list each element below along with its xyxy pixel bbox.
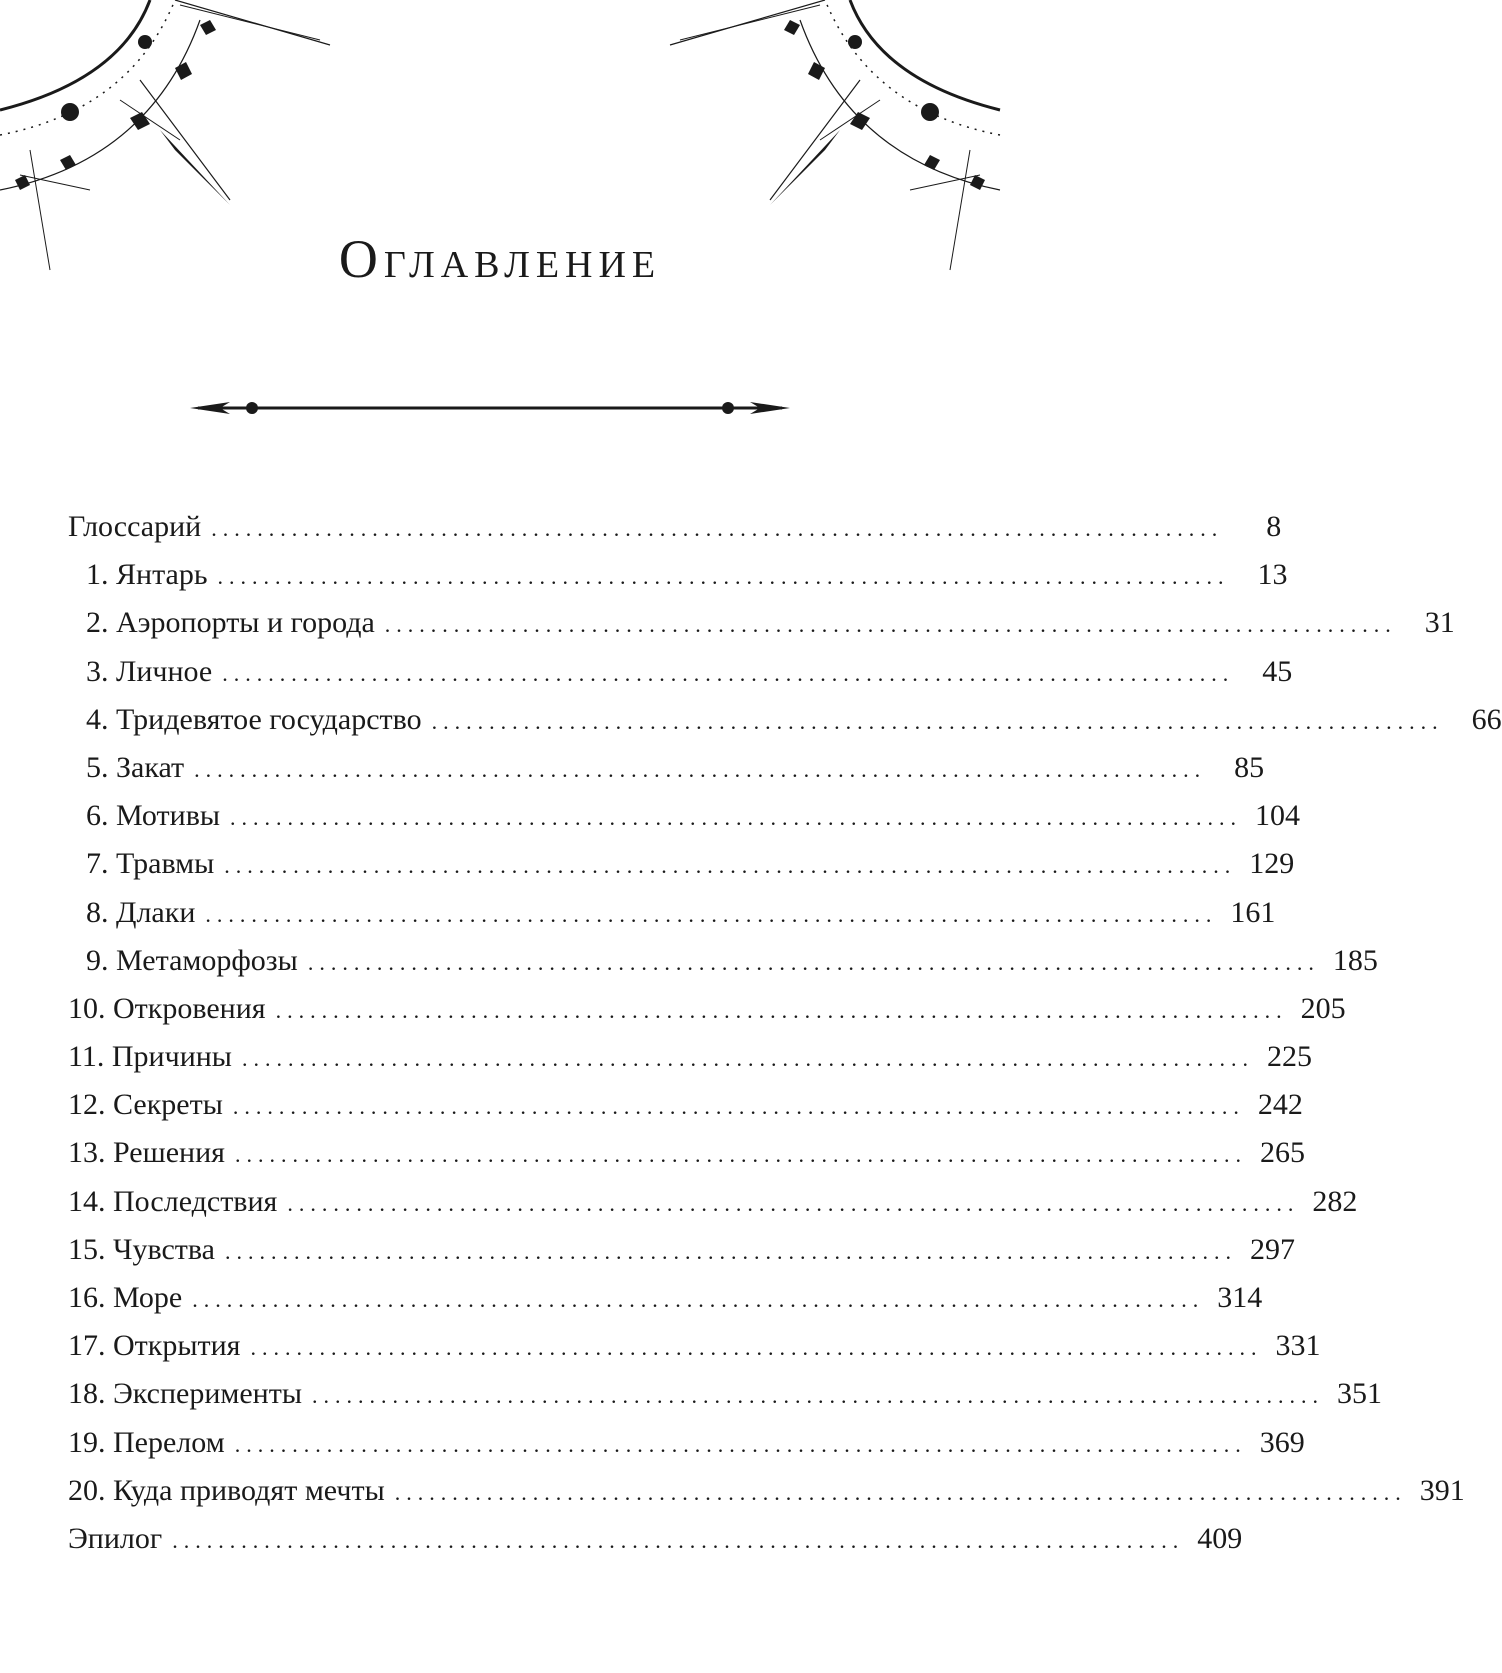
toc-page-number: 185: [1332, 943, 1378, 977]
toc-page-number: 409: [1197, 1521, 1243, 1555]
page-title: Оглавление: [338, 229, 662, 289]
toc-page-number: 85: [1234, 750, 1265, 784]
leader-dots: ........................................................................................: [217, 564, 1230, 590]
table-of-contents: [68, 503, 1502, 1563]
leader-dots: ........................................................................................: [287, 1190, 1300, 1216]
leader-dots: ........................................................................................: [234, 1142, 1247, 1168]
leader-dots: ........................................................................................: [312, 1383, 1324, 1409]
toc-page-number: 314: [1217, 1281, 1263, 1314]
leader-dots: ........................................................................................: [307, 949, 1320, 975]
toc-page-number: 369: [1259, 1425, 1305, 1459]
leader-dots: ........................................................................................: [192, 1287, 1205, 1312]
toc-entry[interactable]: [68, 503, 1282, 551]
toc-entry[interactable]: [68, 985, 1346, 1033]
toc-entry[interactable]: [68, 1081, 1303, 1129]
toc-entry[interactable]: [68, 599, 1455, 647]
leader-dots: ........................................................................................: [205, 901, 1218, 927]
toc-page-number: 66: [1471, 702, 1502, 736]
toc-label: 1. Янтарь: [86, 558, 208, 592]
toc-page-number: 351: [1337, 1377, 1382, 1411]
toc-label: 18. Эксперименты: [68, 1377, 302, 1411]
toc-entry[interactable]: [68, 1370, 1382, 1418]
toc-page-number: 391: [1419, 1473, 1465, 1507]
toc-label: 9. Метаморфозы: [86, 943, 298, 977]
leader-dots: ........................................................................................: [224, 853, 1237, 879]
toc-entry[interactable]: [68, 1226, 1295, 1274]
leader-dots: ........................................................................................: [384, 612, 1397, 638]
toc-page-number: 31: [1424, 606, 1455, 640]
toc-page-number: 8: [1266, 510, 1282, 543]
toc-label: 16. Море: [68, 1281, 183, 1314]
leader-dots: ........................................................................................: [234, 1431, 1247, 1457]
toc-label: 2. Аэропорты и города: [86, 606, 375, 640]
leader-dots: ........................................................................................: [394, 1479, 1407, 1505]
toc-page-number: 161: [1230, 895, 1276, 929]
toc-label: 14. Последствия: [68, 1184, 278, 1218]
arrow-divider-icon: [190, 396, 790, 420]
leader-dots: ........................................................................................: [431, 708, 1444, 734]
toc-entry[interactable]: [68, 840, 1295, 888]
toc-entry[interactable]: [68, 1322, 1321, 1370]
toc-entry[interactable]: [68, 696, 1502, 744]
toc-label: 10. Откровения: [68, 991, 266, 1025]
leader-dots: ........................................................................................: [232, 1094, 1245, 1120]
leader-dots: ........................................................................................: [230, 805, 1243, 831]
toc-page-number: 13: [1257, 558, 1288, 592]
toc-label: Глоссарий: [68, 510, 202, 543]
toc-entry[interactable]: [68, 1274, 1263, 1322]
toc-label: 3. Личное: [86, 654, 213, 688]
toc-label: 11. Причины: [68, 1040, 232, 1074]
leader-dots: ........................................................................................: [172, 1527, 1185, 1553]
toc-entry[interactable]: [68, 889, 1276, 937]
toc-entry[interactable]: [68, 1467, 1465, 1515]
toc-page-number: 331: [1275, 1329, 1321, 1363]
toc-entry[interactable]: [68, 1033, 1312, 1081]
toc-page-number: 282: [1312, 1184, 1358, 1218]
toc-page-number: 129: [1249, 847, 1295, 881]
toc-entry[interactable]: [68, 648, 1293, 696]
toc-page-number: 205: [1300, 991, 1346, 1025]
leader-dots: ........................................................................................: [225, 1238, 1237, 1264]
toc-entry[interactable]: [68, 744, 1265, 792]
leader-dots: ........................................................................................: [275, 997, 1288, 1023]
toc-page-number: 297: [1250, 1232, 1295, 1266]
toc-page-number: 45: [1262, 654, 1293, 688]
toc-label: 15. Чувства: [68, 1232, 215, 1266]
toc-label: 12. Секреты: [68, 1088, 223, 1122]
toc-label: 17. Открытия: [68, 1329, 241, 1363]
toc-page-number: 104: [1255, 799, 1301, 833]
leader-dots: ........................................................................................: [211, 516, 1224, 541]
toc-entry[interactable]: [68, 792, 1301, 840]
leader-dots: ........................................................................................: [194, 756, 1207, 782]
leader-dots: ........................................................................................: [250, 1335, 1263, 1361]
toc-label: 5. Закат: [86, 750, 185, 784]
toc-entry[interactable]: [68, 1129, 1305, 1177]
toc-label: Эпилог: [68, 1521, 163, 1555]
toc-page-number: 225: [1266, 1040, 1312, 1074]
toc-label: 8. Длаки: [86, 895, 196, 929]
toc-label: 19. Перелом: [68, 1425, 225, 1459]
toc-label: 13. Решения: [68, 1136, 225, 1170]
toc-entry[interactable]: [68, 1419, 1305, 1467]
toc-entry[interactable]: [68, 1515, 1243, 1563]
toc-entry[interactable]: [68, 551, 1288, 599]
toc-entry[interactable]: [68, 1178, 1358, 1226]
toc-page-number: 242: [1257, 1088, 1303, 1122]
toc-label: 4. Тридевятое государство: [86, 702, 422, 736]
leader-dots: ........................................................................................: [222, 660, 1235, 686]
leader-dots: ........................................................................................: [241, 1046, 1254, 1072]
toc-label: 7. Травмы: [86, 847, 215, 881]
toc-page-number: 265: [1259, 1136, 1305, 1170]
toc-label: 6. Мотивы: [86, 799, 221, 833]
toc-label: 20. Куда приводят мечты: [68, 1473, 385, 1507]
toc-entry[interactable]: [68, 937, 1378, 985]
